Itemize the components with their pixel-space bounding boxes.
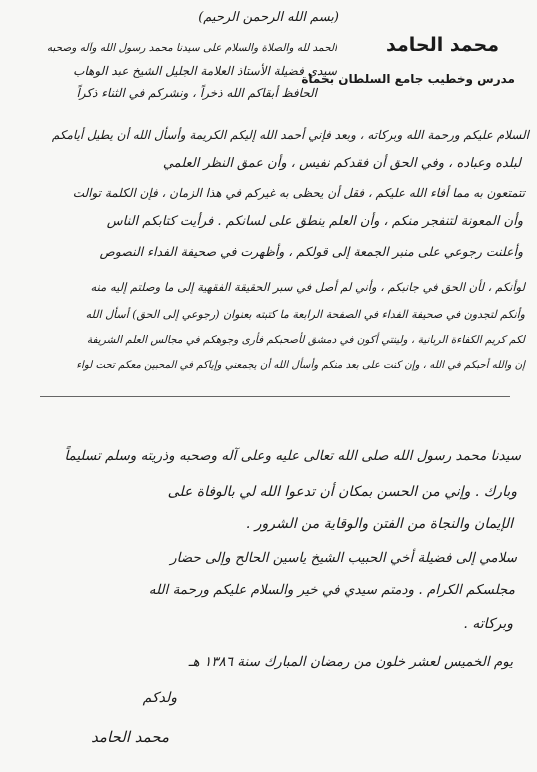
date-line: يوم الخميس لعشر خلون من رمضان المبارك سنة ١٣٨٦ هـ xyxy=(188,654,513,670)
body-line: لكم كريم الكفاءة الربانية ، ولينتي أكون في دمشق لأصحبكم فأرى وجوهكم في مجالس العلم الشريفة xyxy=(86,334,525,346)
section-divider xyxy=(40,396,510,397)
body-line: وأنكم لتجدون في صحيفة الفداء في الصفحة الرابعة ما كتبته بعنوان (رجوعي إلى الحق) أسأل الله xyxy=(85,308,525,321)
body-line: تتمتعون به مما أفاء الله عليكم ، فقل أن يحظى به غيركم في هذا الزمان ، فإن الكلمة توالت xyxy=(72,186,525,200)
body-line: لبلده وعباده ، وفي الحق أن فقدكم نفيس ، وأن عمق النظر العلمي xyxy=(162,156,521,171)
body-line: وأن المعونة لتنفجر منكم ، وأن العلم ينطق على لسانكم . فرأيت كتابكم الناس xyxy=(106,214,523,229)
body-line: لوأنكم ، لأن الحق في جانبكم ، وأني لم أصل في سبر الحقيقة الفقهية إلى ما وصلتم إليه منه xyxy=(90,280,525,294)
body-line: الإيمان والنجاة من الفتن والوقاية من الشرور . xyxy=(245,516,513,532)
letterhead-name: محمد الحامد xyxy=(386,34,499,56)
body-line: وبركاته . xyxy=(463,616,513,632)
salutation-line-1: الحمد لله والصلاة والسلام على سيدنا محمد رسول الله وآله وصحبه xyxy=(46,42,337,54)
signature-name: محمد الحامد xyxy=(91,728,169,746)
closing: ولدكم xyxy=(142,690,177,706)
body-line: السلام عليكم ورحمة الله وبركاته ، وبعد فإني أحمد الله إليكم الكريمة وأسأل الله أن يطيل أيامكم xyxy=(51,128,529,142)
body-line: وأعلنت رجوعي على منبر الجمعة إلى قولكم ، وأظهرت في صحيفة الفداء النصوص xyxy=(99,244,523,259)
bismillah: (بسم الله الرحمن الرحيم) xyxy=(198,10,339,25)
body-line: سلامي إلى فضيلة أخي الحبيب الشيخ ياسين الحالح وإلى حضار xyxy=(170,550,517,566)
body-line: مجلسكم الكرام . ودمتم سيدي في خير والسلام عليكم ورحمة الله xyxy=(148,582,515,598)
letterhead-title: مدرس وخطيب جامع السلطان بحماة xyxy=(301,72,515,86)
body-line: إن والله أحبكم في الله ، وإن كنت على بعد منكم وأسأل الله أن يجمعني وإياكم في المحبين معكم تحت لواء xyxy=(76,360,525,371)
body-line: سيدنا محمد رسول الله صلى الله تعالى عليه وعلى آله وصحبه وذريته وسلم تسليماً xyxy=(64,448,521,464)
salutation-line-3: الحافظ أبقاكم الله ذخراً ، ونشركم في الثناء ذكراً xyxy=(76,86,317,100)
salutation-line-2: سيدي فضيلة الأستاذ العلامة الجليل الشيخ عبد الوهاب xyxy=(73,64,337,78)
body-line: وبارك . وإني من الحسن بمكان أن تدعوا الله لي بالوفاة على xyxy=(167,484,517,500)
